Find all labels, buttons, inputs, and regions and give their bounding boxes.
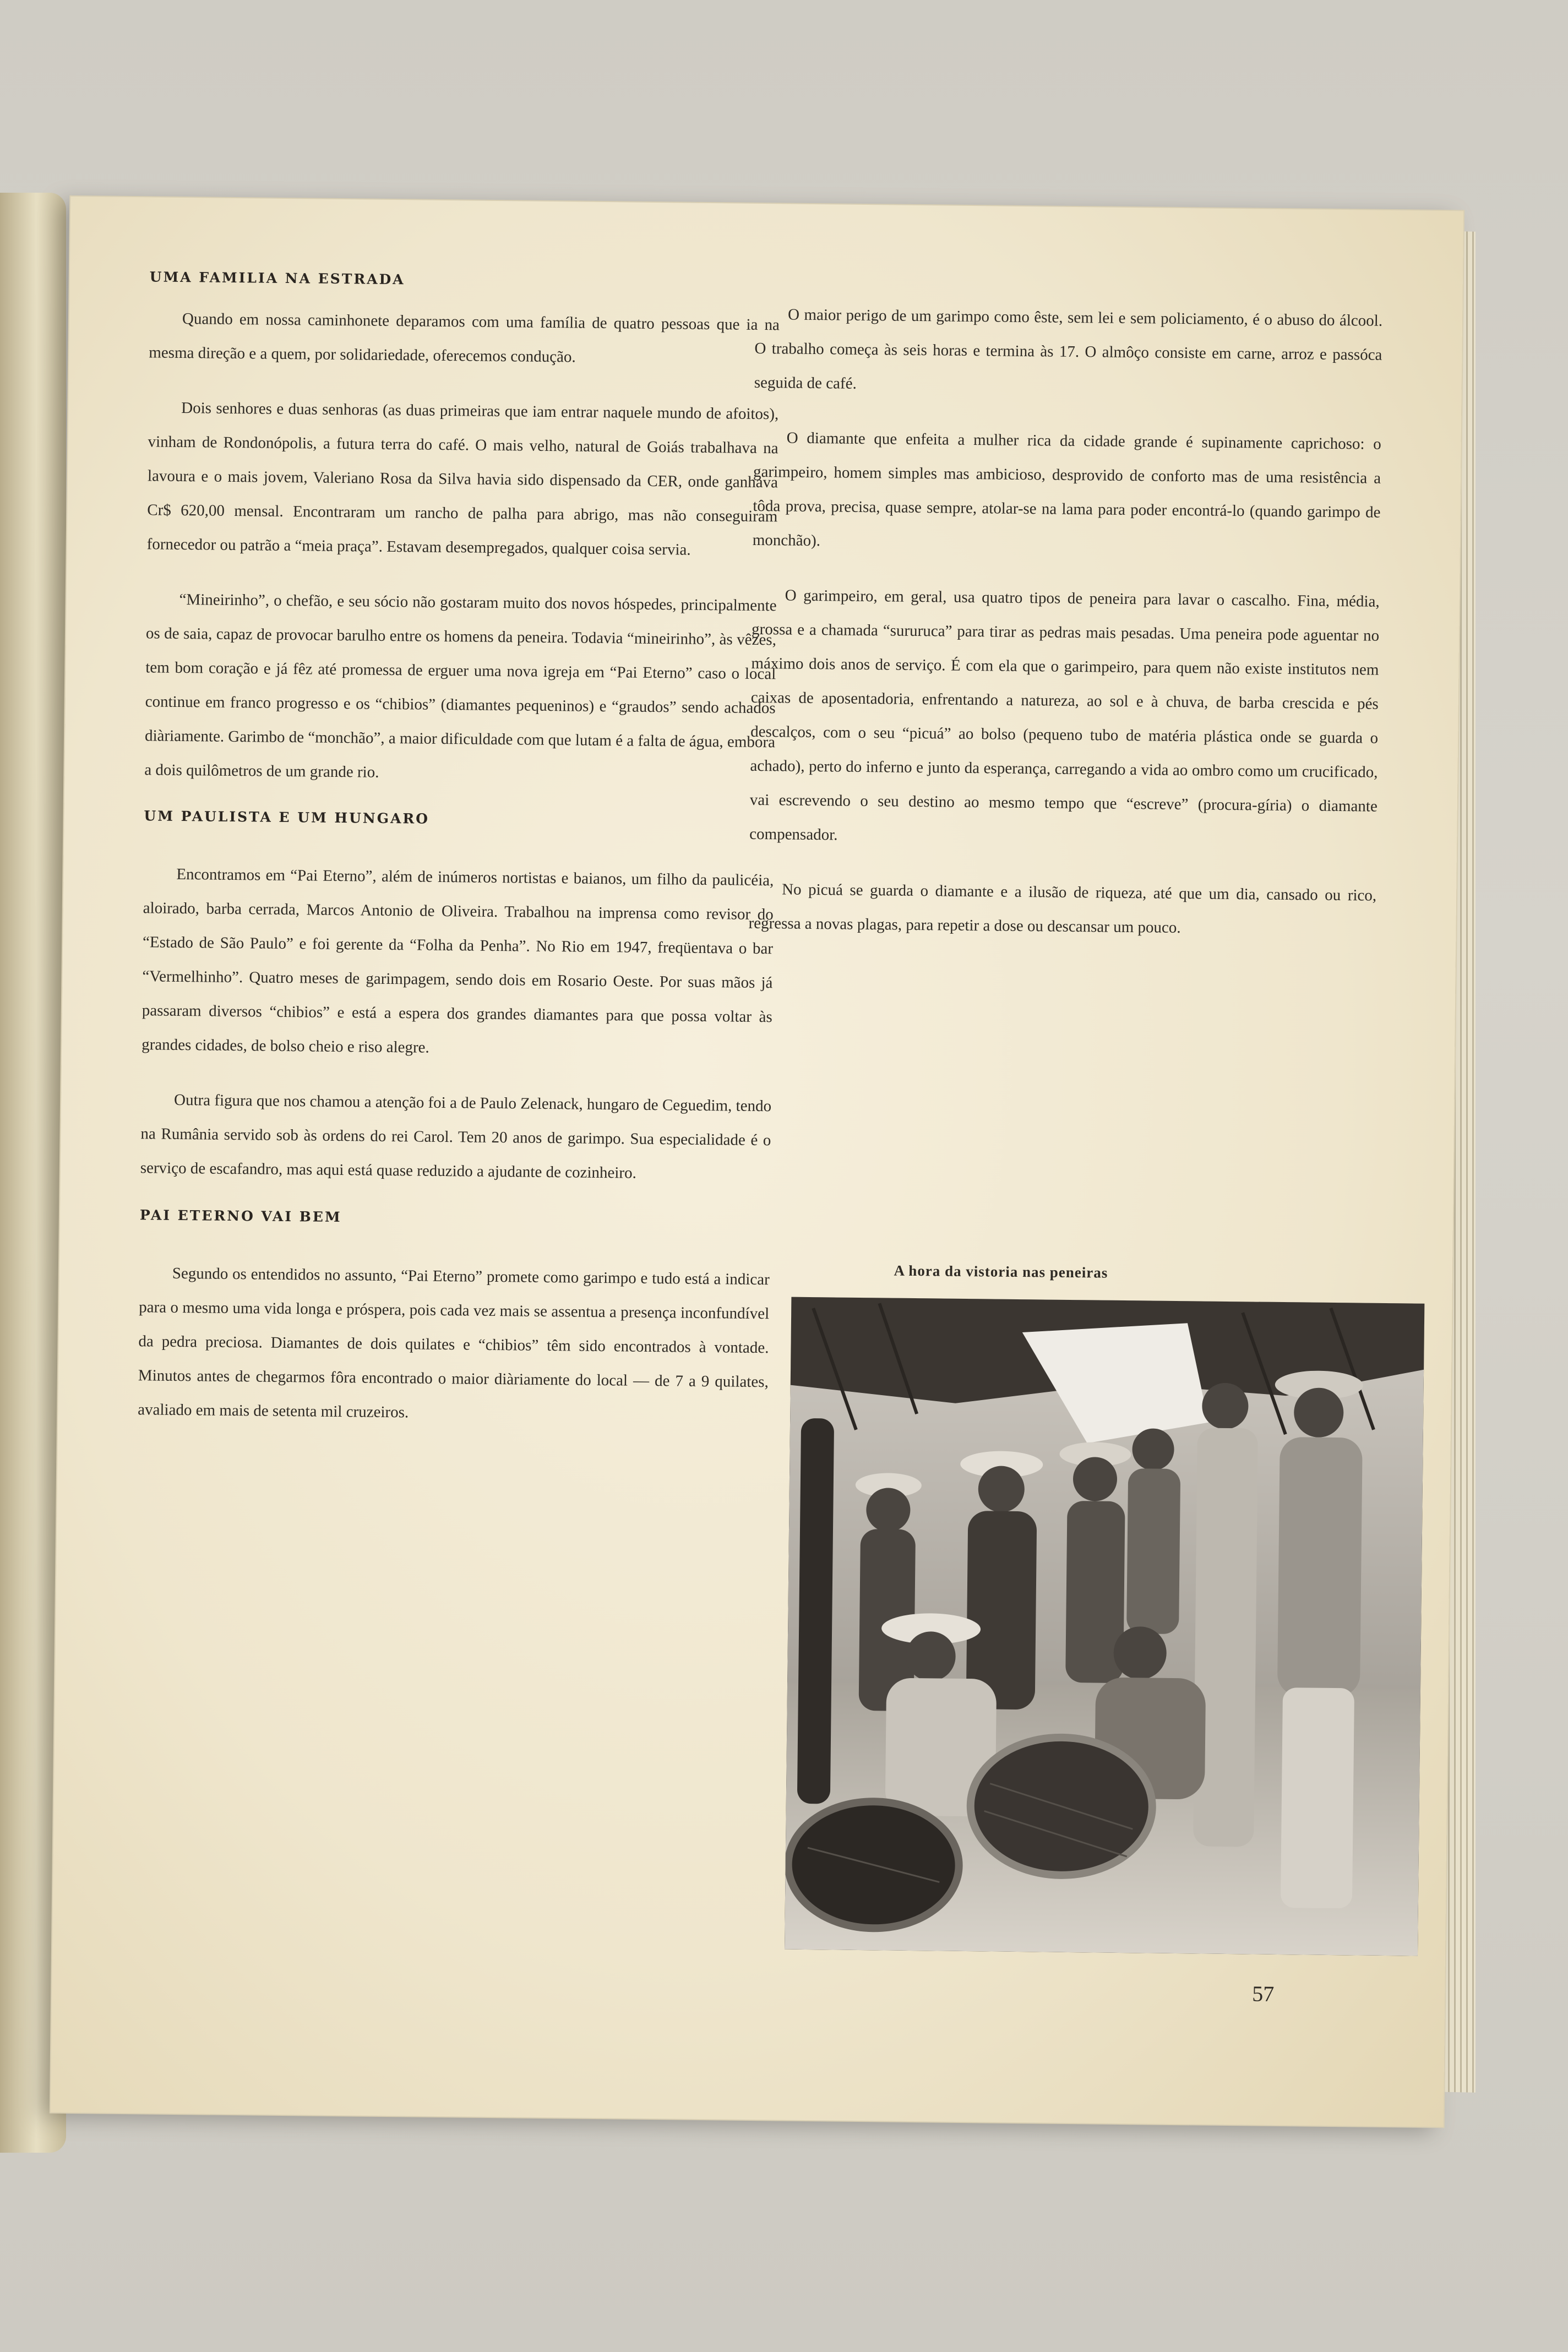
garimpeiros-photo — [785, 1297, 1424, 1956]
section-heading: PAI ETERNO VAI BEM — [139, 1207, 342, 1226]
left-column — [138, 269, 780, 1454]
garimpeiros-photo-illustration — [785, 1297, 1424, 1956]
section-heading: UMA FAMILIA NA ESTRADA — [149, 269, 405, 288]
page-number: 57 — [1251, 1981, 1275, 2006]
right-column — [748, 297, 1383, 968]
section-familia — [144, 269, 780, 793]
paragraph: Segundo os entendidos no assunto, “Pai Eterno” promete como garimpo e tudo está a indicar para o mesmo uma vida longa e próspera, pois cada vez mais se assentua a presença inconfundível da pedra preciosa. Diamantes de dois quilates e “chibios” têm sido encontrados à vontade. Minutos antes de chegarmos fôra encontrado o maior diàriamente do local — de 7 a 9 quilates, avaliado em mais de setenta mil cruzeiros. — [138, 1264, 770, 1422]
magazine-page — [51, 197, 1463, 2127]
section-paulista — [140, 808, 774, 1191]
paragraph: O garimpeiro, em geral, usa quatro tipos de peneira para lavar o cascalho. Fina, média, grossa e a chamada “sururuca” para tirar as pedras mais pesadas. Uma peneira pode aguentar no máximo dois anos de serviço. É com ela que o garimpeiro, para quem não existe institutos nem caixas de aposentadoria, enfrentando a natureza, ao sol e à chuva, de barba crescida e pés descalços, com o seu “picuá” ao bolso (pequeno tubo de matéria plástica onde se guarda o achado), perto do inferno e junto da esperança, carregando a vida ao ombro como um crucificado, vai escrevendo o seu destino ao mesmo tempo que “escreve” (procura-gíria) o diamante compensador. — [749, 586, 1380, 844]
section-pai-eterno — [138, 1207, 770, 1433]
paragraph: No picuá se guarda o diamante e a ilusão de riqueza, até que um dia, cansado ou rico, regressa a novas plagas, para repetir a dose ou descansar um pouco. — [748, 880, 1377, 937]
paragraph: Encontramos em “Pai Eterno”, além de inúmeros nortistas e baianos, um filho da paulicéia, aloirado, barba cerrada, Marcos Antonio de Oliveira. Trabalhou na imprensa como revisor do “Estado de São Paulo” e foi gerente da “Folha da Penha”. No Rio em 1947, freqüentava o bar “Vermelhinho”. Quatro meses de garimpagem, sendo dois em Rosario Oeste. Por suas mãos já passaram diversos “chibios” e está a espera dos grandes diamantes para que possa voltar às grandes cidades, de bolso cheio e riso alegre. — [141, 865, 774, 1057]
section-heading: UM PAULISTA E UM HUNGARO — [144, 808, 430, 827]
paragraph: O diamante que enfeita a mulher rica da cidade grande é supinamente caprichoso: o garimpeiro, homem simples mas ambicioso, desprovido de conforto mas de uma resistência a tôda prova, precisa, quase sempre, atolar-se na lama para poder encontrá-lo (quando garimpo de monchão). — [752, 429, 1381, 550]
photo-caption: A hora da vistoria nas peneiras — [894, 1262, 1108, 1281]
paragraph: O maior perigo de um garimpo como êste, sem lei e sem policiamento, é o abuso do álcool. O trabalho começa às seis horas e termina às 17. O almôço consiste em carne, arroz e passóca seguida de café. — [754, 306, 1383, 393]
paragraph: Dois senhores e duas senhoras (as duas primeiras que iam entrar naquele mundo de afoitos), vinham de Rondonópolis, a futura terra do café. O mais velho, natural de Goiás trabalhava na lavoura e o mais jovem, Valeriano Rosa da Silva havia sido dispensado da CER, onde ganhava Cr$ 620,00 mensal. Encontraram um rancho de palha para abrigo, mas não conseguiram fornecedor ou patrão a “meia praça”. Estavam desempregados, qualquer coisa servia. — [146, 399, 779, 559]
paragraph: Quando em nossa caminhonete deparamos com uma família de quatro pessoas que ia na mesma direção e a quem, por solidariedade, oferecemos condução. — [149, 309, 780, 366]
paragraph: Outra figura que nos chamou a atenção foi a de Paulo Zelenack, hungaro de Ceguedim, tendo na Rumânia servido sob às ordens do rei Carol. Tem 20 anos de garimpo. Sua especialidade é o serviço de escafandro, mas aqui está quase reduzido a ajudante de cozinheiro. — [140, 1091, 772, 1182]
paragraph: “Mineirinho”, o chefão, e seu sócio não gostaram muito dos novos hóspedes, principalmente os de saia, capaz de provocar barulho entre os homens da peneira. Todavia “mineirinho”, às vêzes, tem bom coração e já fêz até promessa de erguer uma nova igreja em “Pai Eterno” caso o local continue em franco progresso e os “chibios” (diamantes pequeninos) e “graudos” sendo achados diàriamente. Garimbo de “monchão”, a maior dificuldade com que lutam é a falta de água, embora a dois quilômetros de um grande rio. — [144, 590, 777, 781]
